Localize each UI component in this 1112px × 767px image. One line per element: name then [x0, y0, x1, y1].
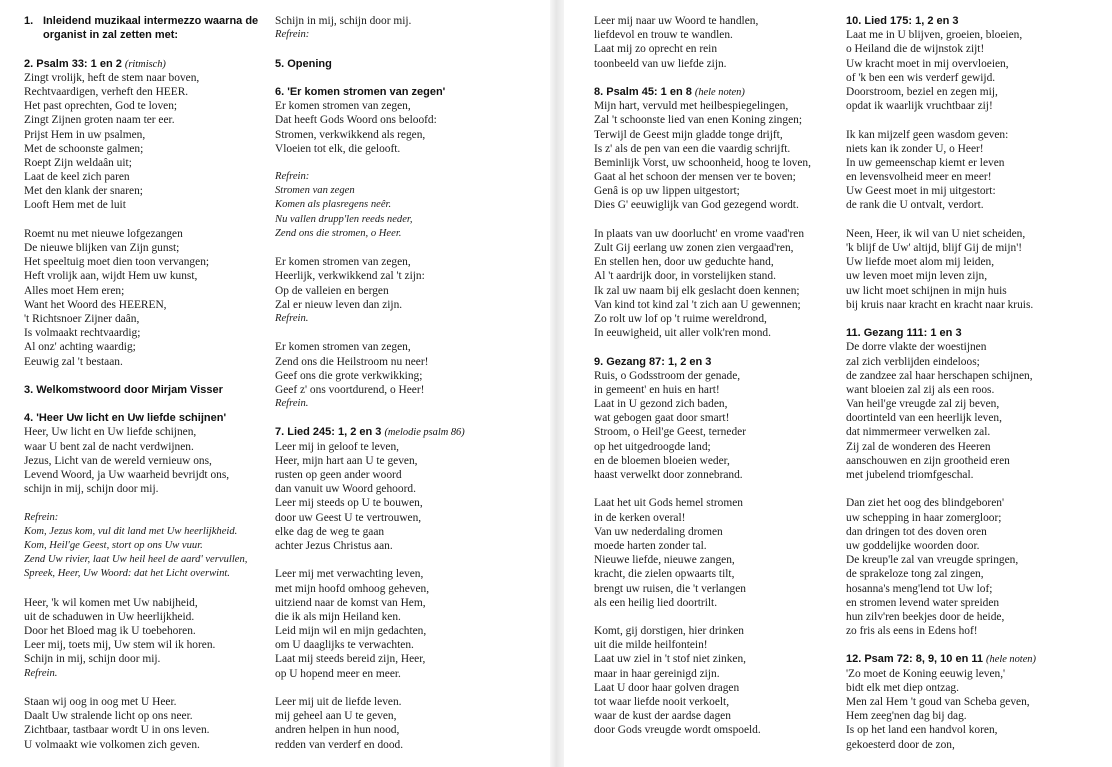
- lyric-line: De nieuwe blijken van Zijn gunst;: [24, 242, 180, 254]
- lyric-line: dan dringen tot des doven oren: [846, 525, 987, 538]
- lyric-line: doortinteld van een heerlijk leven,: [846, 412, 1002, 425]
- lyric-line: Ik zal uw naam bij elk geslacht doen kennen;: [594, 284, 800, 297]
- lyric-line: kracht, die zielen opwaarts tilt,: [594, 568, 735, 581]
- lyric-line: Mijn hart, vervuld met heilbespiegelingen,: [594, 100, 789, 113]
- lyric-line: hun zilv'ren beekjes door de heide,: [846, 610, 1005, 623]
- lyric-line: mij geheel aan U te geven,: [275, 710, 397, 723]
- lyric-line: dat nimmermeer verwelken zal.: [846, 426, 991, 439]
- blank-line: [594, 610, 811, 624]
- lyric-line: In uw gemeenschap kiemt er leven: [846, 156, 1005, 169]
- lyric-line: in gemeent' en huis en hart!: [594, 383, 720, 396]
- lyric-line: Leer mij uit de liefde leven.: [275, 696, 402, 708]
- section-title: 3. Welkomstwoord door Mirjam Visser: [24, 383, 223, 396]
- lyric-line: Leer mij, toets mij, Uw stem wil ik horen.: [24, 639, 216, 652]
- lyric-line: Zal 't schoonste lied van enen Koning zingen;: [594, 114, 802, 127]
- lyric-line: Heer, Uw licht en Uw liefde schijnen,: [24, 426, 197, 439]
- section-title: 4. 'Heer Uw licht en Uw liefde schijnen': [24, 412, 227, 425]
- lyric-line: moede harten zonder tal.: [594, 539, 707, 552]
- refrain-line: Refrein:: [24, 511, 59, 523]
- lyric-line: Zingt Zijnen groten naam ter eer.: [24, 114, 175, 127]
- lyric-line: Schijn in mij, schijn door mij.: [24, 653, 161, 666]
- lyric-line: zal zich verblijden eindeloos;: [846, 355, 980, 368]
- lyric-line: Er komen stromen van zegen,: [275, 341, 411, 354]
- lyric-line: Gaat al het schoon der mensen ver te boven;: [594, 171, 796, 184]
- lyric-line: Rechtvaardigen, verheft den HEER.: [24, 85, 189, 98]
- blank-line: [846, 312, 1036, 326]
- refrain-line: Stromen van zegen: [275, 185, 355, 197]
- lyric-line: maar in haar gereinigd zijn.: [594, 667, 720, 680]
- lyric-line: bij kruis naar kracht en kracht naar kruis.: [846, 298, 1034, 311]
- lyric-line: met jubelend triomfgeschal.: [846, 469, 974, 481]
- lyric-line: redden van verderf en dood.: [275, 738, 404, 751]
- lyric-line: Leer mij in geloof te leven,: [275, 440, 399, 453]
- lyric-line: Laat U door haar golven dragen: [594, 681, 740, 694]
- section-title: organist in zal zetten met:: [43, 29, 179, 42]
- lyric-line: Laat uw ziel in 't stof niet zinken,: [594, 653, 746, 666]
- lyric-line: uit de schaduwen in Uw heerlijkheid.: [24, 610, 195, 623]
- lyric-line: door uw Geest U te vertrouwen,: [275, 511, 422, 524]
- blank-line: [24, 369, 258, 383]
- lyric-line: wat gebogen gaat door smart!: [594, 412, 730, 425]
- lyric-line: Ik kan mijzelf geen wasdom geven:: [846, 128, 1009, 141]
- lyric-line: In plaats van uw doorlucht' en vrome vaad'ren: [594, 227, 805, 240]
- blank-line: [275, 71, 465, 85]
- blank-line: [846, 638, 1036, 652]
- section-heading: [846, 326, 1036, 340]
- lyric-line: als een heilig lied doortrilt.: [594, 596, 718, 609]
- lyric-line: Hem zeeg'nen dag bij dag.: [846, 710, 967, 723]
- section-heading: [24, 411, 258, 425]
- lyric-line: In eeuwigheid, uit aller volk'ren mond.: [594, 327, 771, 340]
- lyric-line: waar U bent zal de nacht verdwijnen.: [24, 440, 194, 453]
- section-heading: [24, 28, 258, 42]
- lyric-line: Op de valleien en bergen: [275, 284, 389, 297]
- lyric-line: hosanna's meng'lend tot Uw lof;: [846, 582, 993, 595]
- lyric-line: door Gods vreugde wordt omspoeld.: [594, 724, 761, 737]
- lyric-line: Van heil'ge vreugde zal zij beven,: [846, 398, 1000, 411]
- lyric-line: Roept Zijn weldaân uit;: [24, 156, 132, 169]
- section-heading: [846, 652, 1036, 666]
- lyric-line: rusten op geen ander woord: [275, 469, 402, 481]
- lyric-line: Met den klank der snaren;: [24, 185, 143, 198]
- lyric-line: Al 't aardrijk door, in vorstelijken stand.: [594, 270, 776, 283]
- lyric-line: Dat heeft Gods Woord ons beloofd:: [275, 114, 437, 127]
- lyric-line: Leer mij steeds op U te bouwen,: [275, 497, 423, 510]
- lyric-line: op het uitgedroogde land;: [594, 440, 711, 453]
- lyric-line: die ik als mijn Heiland ken.: [275, 610, 401, 623]
- blank-line: [594, 213, 811, 227]
- lyric-line: Is volmaakt rechtvaardig;: [24, 327, 141, 340]
- lyric-line: Leer mij met verwachting leven,: [275, 568, 424, 581]
- lyric-line: en levensvolheid meer en meer!: [846, 171, 992, 184]
- section-heading: [275, 425, 465, 439]
- section-title: 8. Psalm 45: 1 en 8: [594, 85, 692, 98]
- refrain-line: Refrein:: [275, 29, 310, 41]
- lyric-line: 'k blijf de Uw' altijd, blijf Gij de mijn'!: [846, 242, 1023, 254]
- lyric-line: achter Jezus Christus aan.: [275, 539, 393, 552]
- lyric-line: Het past oprechten, God te loven;: [24, 100, 178, 113]
- refrain-line: Spreek, Heer, Uw Woord: dat het Licht overwint.: [24, 568, 230, 580]
- lyric-line: Laat mij steeds bereid zijn, Heer,: [275, 653, 426, 666]
- lyric-line: Stroom, o Heil'ge Geest, terneder: [594, 426, 746, 439]
- lyric-line: Laat in U gezond zich baden,: [594, 398, 728, 411]
- lyric-line: gekoesterd door de zon,: [846, 738, 955, 751]
- lyric-line: Nieuwe liefde, nieuwe zangen,: [594, 554, 735, 567]
- lyric-line: Heerlijk, verkwikkend zal 't zijn:: [275, 270, 425, 283]
- lyric-line: Dan ziet het oog des blindgeboren': [846, 497, 1004, 510]
- lyric-line: Stromen, verkwikkend als regen,: [275, 128, 426, 141]
- lyric-line: schijn in mij, schijn door mij.: [24, 483, 159, 496]
- lyric-line: 'Zo moet de Koning eeuwig leven,': [846, 667, 1006, 680]
- section-hint: (ritmisch): [124, 58, 166, 70]
- lyric-line: Er komen stromen van zegen,: [275, 256, 411, 269]
- lyric-line: Heer, 'k wil komen met Uw nabijheid,: [24, 596, 198, 609]
- section-heading: [594, 355, 811, 369]
- lyric-line: Heer, mijn hart aan U te geven,: [275, 454, 418, 467]
- blank-line: [594, 340, 811, 354]
- lyric-line: uitziend naar de komst van Hem,: [275, 596, 426, 609]
- blank-line: [24, 681, 258, 695]
- column-4: [846, 14, 1036, 752]
- refrain-line: Refrein.: [275, 312, 309, 324]
- section-title: 12. Psam 72: 8, 9, 10 en 11: [846, 653, 983, 666]
- lyric-line: de sprakeloze tong zal zingen,: [846, 568, 984, 581]
- lyric-line: Dies G' eeuwiglijk van God gezegend wordt.: [594, 199, 799, 212]
- lyric-line: Alles moet Hem eren;: [24, 284, 125, 297]
- blank-line: [594, 71, 811, 85]
- lyric-line: Zichtbaar, tastbaar wordt U in ons leven.: [24, 724, 210, 737]
- refrain-line: Kom, Heil'ge Geest, stort op ons Uw vuur.: [24, 539, 203, 551]
- lyric-line: Zo rolt uw lof op 't ruime wereldrond,: [594, 312, 767, 325]
- lyric-line: Uw Geest moet in mij uitgestort:: [846, 185, 996, 198]
- section-title: 5. Opening: [275, 57, 332, 70]
- lyric-line: Van uw nederdaling dromen: [594, 525, 723, 538]
- lyric-line: Is z' als de pen van een die vaardig schrijft.: [594, 142, 791, 155]
- blank-line: [275, 326, 465, 340]
- lyric-line: om U daaglijks te verwachten.: [275, 639, 414, 652]
- lyric-line: want bloeien zal zij als een roos.: [846, 383, 995, 396]
- lyric-line: Leer mij naar uw Woord te handlen,: [594, 15, 759, 27]
- lyric-line: Jezus, Licht van de wereld vernieuw ons,: [24, 454, 212, 467]
- lyric-line: Laat de keel zich paren: [24, 171, 130, 184]
- lyric-line: uit die milde heilfontein!: [594, 639, 708, 652]
- lyric-line: of 'k ben een wis verderf gewijd.: [846, 71, 996, 84]
- lyric-line: bidt elk met diep ontzag.: [846, 681, 959, 694]
- refrain-line: Zend Uw rivier, laat Uw heil heel de aard' vervullen,: [24, 554, 248, 566]
- blank-line: [275, 241, 465, 255]
- lyric-line: Terwijl de Geest mijn gladde tonge drijft,: [594, 128, 783, 141]
- lyric-line: Laat het uit Gods hemel stromen: [594, 497, 743, 510]
- refrain-line: Komen als plasregens neêr.: [275, 199, 392, 211]
- lyric-line: Schijn in mij, schijn door mij.: [275, 15, 412, 27]
- refrain-line: Refrein.: [24, 667, 58, 679]
- lyric-line: Eeuwig zal 't bestaan.: [24, 355, 123, 368]
- lyric-line: uw licht moet schijnen in mijn huis: [846, 284, 1007, 297]
- lyric-line: Heft vrolijk aan, wijdt Hem uw kunst,: [24, 270, 198, 283]
- section-heading: [846, 14, 1036, 28]
- lyric-line: op U hopend meer en meer.: [275, 667, 401, 680]
- refrain-line: Refrein:: [275, 171, 310, 183]
- section-heading: [275, 85, 465, 99]
- blank-line: [24, 42, 258, 56]
- section-hint: (hele noten): [694, 86, 745, 98]
- lyric-line: Zij zal de wonderen des Heeren: [846, 440, 991, 453]
- lyric-line: Laat mij zo oprecht en rein: [594, 43, 718, 56]
- blank-line: [24, 582, 258, 596]
- lyric-line: Leid mijn wil en mijn gedachten,: [275, 625, 427, 638]
- lyric-line: de zandzee zal haar herschapen schijnen,: [846, 369, 1033, 382]
- lyric-line: elke dag de weg te gaan: [275, 525, 385, 538]
- lyric-line: Vloeien tot elk, die gelooft.: [275, 142, 401, 155]
- blank-line: [24, 397, 258, 411]
- lyric-line: Van kind tot kind zal 't zich aan U gewennen;: [594, 298, 801, 311]
- lyric-line: Laat me in U blijven, groeien, bloeien,: [846, 29, 1023, 42]
- lyric-line: in de kerken overal!: [594, 511, 686, 524]
- lyric-line: Doorstroom, beziel en zegen mij,: [846, 85, 998, 98]
- lyric-line: aanschouwen en zijn grootheid eren: [846, 454, 1010, 467]
- refrain-line: Kom, Jezus kom, vul dit land met Uw heerlijkheid.: [24, 525, 238, 537]
- lyric-line: dan vanuit uw Woord gehoord.: [275, 483, 416, 496]
- lyric-line: haast verwelkt door zonnebrand.: [594, 469, 743, 481]
- lyric-line: met mijn hoofd omhoog geheven,: [275, 582, 430, 595]
- lyric-line: Met de schoonste galmen;: [24, 142, 144, 155]
- lyric-line: De dorre vlakte der woestijnen: [846, 341, 987, 354]
- lyric-line: Neen, Heer, ik wil van U niet scheiden,: [846, 227, 1026, 240]
- lyric-line: Er komen stromen van zegen,: [275, 100, 411, 113]
- lyric-line: Is op het land een handvol koren,: [846, 724, 998, 737]
- section-title: 2. Psalm 33: 1 en 2: [24, 57, 122, 70]
- lyric-line: tot waar liefde nooit verkoelt,: [594, 696, 730, 708]
- refrain-line: Zend ons die stromen, o Heer.: [275, 227, 402, 239]
- section-title: 11. Gezang 111: 1 en 3: [846, 327, 962, 340]
- lyric-line: waar de kust der aardse dagen: [594, 710, 731, 723]
- lyric-line: en de bloemen bloeien weder,: [594, 454, 730, 467]
- lyric-line: Door het Bloed mag ik U toebehoren.: [24, 625, 196, 638]
- blank-line: [24, 213, 258, 227]
- lyric-line: Zult Gij eerlang uw zonen zien vergaad'ren,: [594, 242, 794, 254]
- column-2: [275, 14, 465, 752]
- page-fold: [550, 0, 564, 767]
- blank-line: [275, 681, 465, 695]
- blank-line: [24, 496, 258, 510]
- blank-line: [594, 482, 811, 496]
- lyric-line: de rank die U ontvalt, verdort.: [846, 199, 984, 212]
- section-hint: (melodie psalm 86): [384, 427, 465, 439]
- lyric-line: Het speeltuig moet dien toon vervangen;: [24, 256, 210, 269]
- lyric-line: liefdevol en trouw te wandlen.: [594, 29, 733, 42]
- blank-line: [275, 411, 465, 425]
- blank-line: [846, 482, 1036, 496]
- lyric-line: Prijst Hem in uw psalmen,: [24, 128, 146, 141]
- blank-line: [846, 113, 1036, 127]
- lyric-line: Staan wij oog in oog met U Heer.: [24, 696, 177, 708]
- lyric-line: De kreup'le zal van vreugde springen,: [846, 554, 1019, 567]
- lyric-line: toonbeeld van uw liefde zijn.: [594, 57, 727, 70]
- lyric-line: brengt uw ruisen, die 't verlangen: [594, 582, 746, 595]
- lyric-line: o Heiland die de wijnstok zijt!: [846, 43, 985, 56]
- section-heading: [275, 57, 465, 71]
- lyric-line: niets kan ik zonder U, o Heer!: [846, 142, 984, 155]
- lyric-line: uw schepping in haar zomergloor;: [846, 511, 1002, 524]
- lyric-line: Al onz' achting waardig;: [24, 341, 136, 354]
- lyric-line: Daalt Uw stralende licht op ons neer.: [24, 710, 193, 723]
- refrain-line: Refrein.: [275, 398, 309, 410]
- blank-line: [275, 553, 465, 567]
- lyric-line: en stromen levend water spreiden: [846, 596, 1000, 609]
- lyric-line: En stellen hen, door uw geduchte hand,: [594, 256, 774, 269]
- section-title: 6. 'Er komen stromen van zegen': [275, 85, 446, 98]
- column-1: [24, 14, 258, 752]
- lyric-line: zo fris als eens in Edens hof!: [846, 625, 978, 638]
- lyric-line: Zal er nieuw leven dan zijn.: [275, 298, 403, 311]
- section-heading: [24, 14, 258, 28]
- section-title: 9. Gezang 87: 1, 2 en 3: [594, 355, 712, 368]
- lyric-line: 't Richtsnoer Zijner daân,: [24, 312, 140, 325]
- lyric-line: Geef z' ons voortdurend, o Heer!: [275, 383, 425, 396]
- lyric-line: Levend Woord, ja Uw waarheid bevrijdt ons,: [24, 469, 230, 481]
- lyric-line: Men zal Hem 't goud van Scheba geven,: [846, 696, 1030, 708]
- refrain-line: Nu vallen drupp'len reeds neder,: [275, 213, 413, 225]
- lyric-line: Ruis, o Godsstroom der genade,: [594, 369, 741, 382]
- blank-line: [846, 213, 1036, 227]
- section-heading: [24, 383, 258, 397]
- lyric-line: Beminlijk Vorst, uw schoonheid, hoog te loven,: [594, 156, 811, 169]
- blank-line: [275, 42, 465, 56]
- section-number: 1.: [24, 15, 34, 27]
- lyric-line: Komt, gij dorstigen, hier drinken: [594, 625, 744, 638]
- lyric-line: Looft Hem met de luit: [24, 199, 126, 212]
- lyric-line: Zend ons die Heilstroom nu neer!: [275, 355, 429, 368]
- blank-line: [275, 156, 465, 170]
- lyric-line: Zingt vrolijk, heft de stem naar boven,: [24, 71, 200, 84]
- section-title: 10. Lied 175: 1, 2 en 3: [846, 15, 959, 27]
- lyric-line: andren helpen in hun nood,: [275, 724, 400, 737]
- section-heading: [24, 57, 258, 71]
- lyric-line: Uw liefde moet alom mij leiden,: [846, 256, 995, 269]
- lyric-line: uw goddelijke woorden door.: [846, 539, 980, 552]
- section-heading: [594, 85, 811, 99]
- section-title: 7. Lied 245: 1, 2 en 3: [275, 426, 382, 439]
- lyric-line: U volmaakt wie volkomen zich geven.: [24, 738, 200, 751]
- lyric-line: uw leven moet mijn leven zijn,: [846, 270, 988, 283]
- section-hint: (hele noten): [986, 654, 1036, 666]
- lyric-line: Genâ is op uw lippen uitgestort;: [594, 185, 740, 198]
- section-title: Inleidend muzikaal intermezzo waarna de: [43, 15, 259, 27]
- column-3: [594, 14, 811, 738]
- lyric-line: Roemt nu met nieuwe lofgezangen: [24, 227, 183, 240]
- lyric-line: Geef ons die grote verkwikking;: [275, 369, 423, 382]
- lyric-line: opdat ik waarlijk vruchtbaar zij!: [846, 100, 993, 113]
- lyric-line: Uw kracht moet in mij overvloeien,: [846, 57, 1009, 70]
- lyric-line: Want het Woord des HEEREN,: [24, 298, 167, 311]
